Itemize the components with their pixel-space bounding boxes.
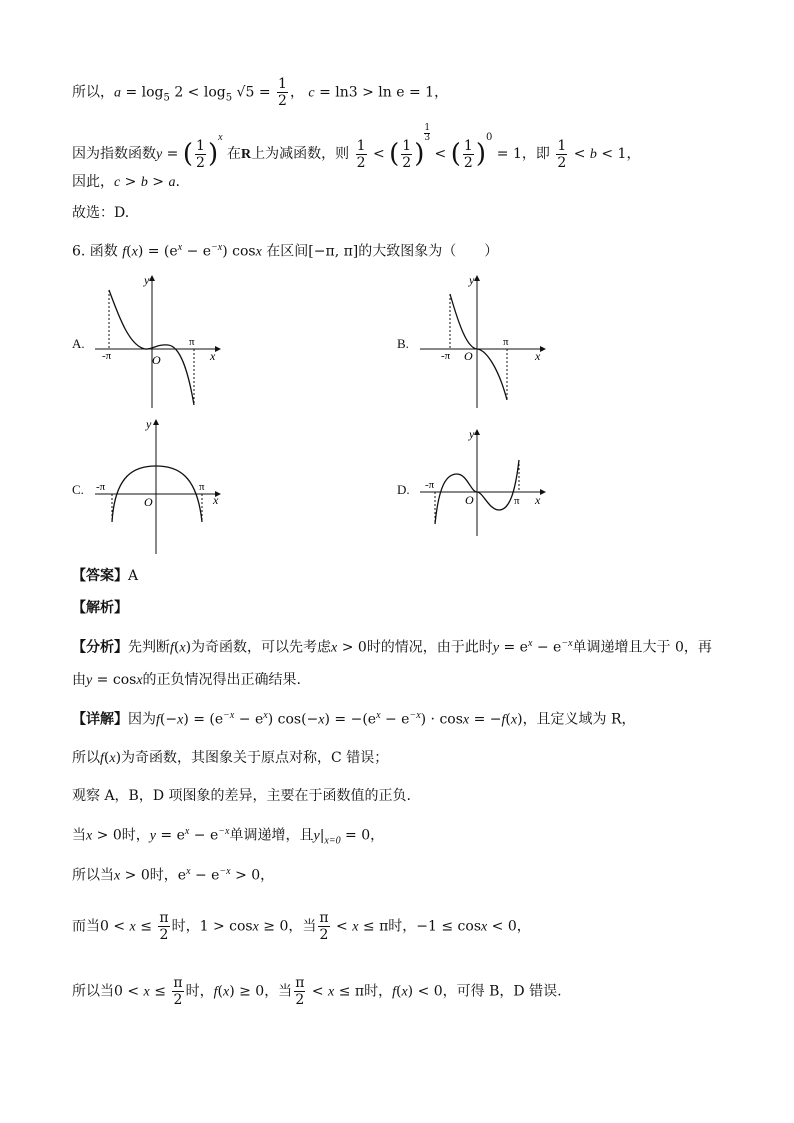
origin-label: O [464,349,473,363]
y-axis-label: y [469,427,475,441]
neg-pi-label: -π [102,350,112,362]
fenxi-line-2: 由y = cosx的正负情况得出正确结果. [72,672,301,688]
choice-line: 故选：D. [72,205,130,221]
x-axis-label: x [210,349,216,363]
line-2: 因为指数函数y = ( $\frac{1}{2}$ )$^x$ 在R上为减函数，则 $\frac{1}{2}$ < ( $\frac{1}{2}$ ) $^{\frac{1}{3}}$ < ( $\frac{1}{2}$ )$^0$ = 1，即 $\frac{1}{2}$ < b < 1， [72,123,641,171]
pi-label: π [199,481,205,493]
neg-pi-label: -π [441,350,451,362]
xiangjie-line-6: 而当0 < x ≤ $\frac{\pi}{2}$ 时，1 > cosx ≥ 0，当 $\frac{\pi}{2}$ < x ≤ π时，−1 ≤ cosx < 0， [72,910,531,943]
option-a-label: A. [72,336,85,351]
x-axis-label: x [213,493,219,507]
option-d-label: D. [397,482,410,497]
x-axis-label: x [535,349,541,363]
xiangjie-line-5: 所以当x > 0时，$e^x - e^{-x} > 0$， [72,866,275,884]
origin-label: O [144,495,153,509]
xiangjie-line-7: 所以当0 < x ≤ $\frac{\pi}{2}$ 时，f(x) ≥ 0，当 $\frac{\pi}{2}$ < x ≤ π时，f(x) < 0，可得 B，D 错误. [72,975,562,1008]
xiangjie-line-4: 当x > 0时，$y = e^x - e^{-x}$单调递增，且$y|_{x=0} = 0$， [72,826,385,847]
graph-c [90,414,230,559]
x-axis-label: x [535,493,541,507]
pi-label: π [503,336,509,348]
line-1: 所以，$a = \log_5 2 < \log_5 √5$ = $\frac{1}{2}$ ， c = ln3 > ln e = 1， [72,76,449,109]
xiangjie-line-2: 所以f(x)为奇函数，其图象关于原点对称，C 错误； [72,750,389,766]
question-6: 6. 函数 $f(x) = (e^x - e^{-x})$ cosx 在区间[−π, π]的大致图象为（ ） [72,242,499,260]
y-axis-label: y [146,417,152,431]
neg-pi-label: -π [96,481,106,493]
origin-label: O [465,493,474,507]
pi-label: π [189,336,195,348]
graph-a [90,270,230,415]
y-axis-label: y [144,273,150,287]
pi-label: π [514,495,520,507]
answer-line [72,566,138,586]
answer-value: A [128,568,139,584]
graph-b [415,270,555,415]
origin-label: O [152,353,161,367]
option-c-label: C. [72,482,84,497]
xiangjie-line-3: 观察 A，B，D 项图象的差异，主要在于函数值的正负. [72,788,411,804]
fenxi-line-1: 【分析】先判断f(x)为奇函数，可以先考虑x > 0时的情况，由于此时$y = e^x - e^{-x}$单调递增且大于 0，再 [72,638,712,656]
graph-d [415,424,555,544]
answer-tag: 【答案】 [72,568,128,584]
line-3: 因此，c > b > a. [72,174,180,190]
analysis-tag: 【解析】 [72,600,128,616]
fraction: $\frac{1}{2}$ [278,76,287,109]
xiangjie-line-1: 【详解】因为$f(-x) = (e^{-x} - e^x) \cos(-x) = -(e^x - e^{-x}) \cdot \cos x = -f(x)$，且定义域为 R， [72,710,636,728]
neg-pi-label: -π [425,479,435,491]
y-axis-label: y [469,273,475,287]
option-b-label: B. [397,336,409,351]
